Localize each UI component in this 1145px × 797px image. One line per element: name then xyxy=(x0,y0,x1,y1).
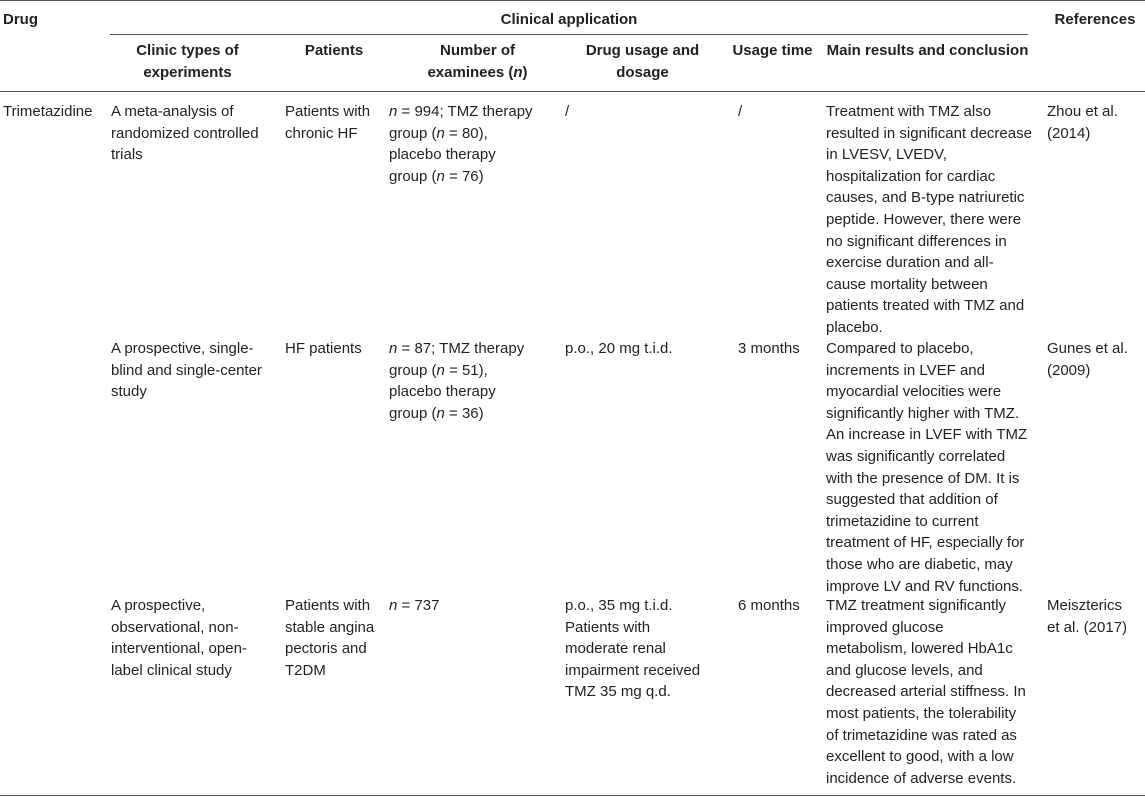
table-top-rule xyxy=(0,0,1145,1)
usage-time-cell: 3 months xyxy=(738,340,800,357)
drug-name-cell: Trimetazidine xyxy=(3,103,93,120)
patients-cell: Patients with chronic HF xyxy=(285,103,371,142)
clinic-type-cell: A prospective, single- blind and single-center study xyxy=(111,340,262,401)
table-bottom-rule xyxy=(0,795,1145,796)
patients-cell: HF patients xyxy=(285,340,362,357)
main-results-cell: Treatment with TMZ also resulted in significant decrease in LVESV, LVEDV, hospitalization for cardiac causes, and B-type natriuretic peptide. However, there were no significant differences in exercise duration and all- cause mortality between patients treated with TMZ and placebo. xyxy=(826,103,1032,336)
header-main-results: Main results and conclusion xyxy=(826,42,1029,59)
examinees-cell: n = 994; TMZ therapy group (n = 80), placebo therapy group (n = 76) xyxy=(389,103,533,185)
reference-cell: Meiszterics et al. (2017) xyxy=(1047,597,1128,636)
reference-cell: Zhou et al. (2014) xyxy=(1047,103,1118,142)
usage-dosage-cell: p.o., 35 mg t.i.d. Patients with moderate renal impairment received TMZ 35 mg q.d. xyxy=(565,597,701,701)
main-results-cell: Compared to placebo, increments in LVEF and myocardial velocities were significantly higher with TMZ. An increase in LVEF with TMZ was significantly correlated with the presence of DM. It is suggested that addition of trimetazidine to current treatment of HF, especially for those who are diabetic, may improve LV and RV functions. xyxy=(826,340,1028,595)
main-results-cell: TMZ treatment significantly improved glucose metabolism, lowered HbA1c and glucose levels, and decreased arterial stiffness. In most patients, the tolerability of trimetazidine was rated as excellent to good, with a low incidence of adverse events. xyxy=(826,597,1026,787)
patients-cell: Patients with stable angina pectoris and T2DM xyxy=(285,597,375,679)
examinees-cell: n = 737 xyxy=(389,597,440,614)
header-references: References xyxy=(1054,11,1136,28)
header-number-of-examinees: Number of examinees (n) xyxy=(427,42,528,81)
header-usage-time: Usage time xyxy=(732,42,813,59)
header-drug-usage: Drug usage and dosage xyxy=(585,42,700,81)
header-clinical-application: Clinical application xyxy=(500,11,638,28)
examinees-cell: n = 87; TMZ therapy group (n = 51), placebo therapy group (n = 36) xyxy=(389,340,525,422)
clinical-application-rule xyxy=(110,34,1028,35)
usage-dosage-cell: / xyxy=(565,103,570,120)
header-bottom-rule xyxy=(0,91,1145,92)
clinic-type-cell: A prospective, observational, non- interventional, open- label clinical study xyxy=(111,597,247,679)
header-drug: Drug xyxy=(3,11,38,28)
usage-dosage-cell: p.o., 20 mg t.i.d. xyxy=(565,340,673,357)
header-clinic-types: Clinic types of experiments xyxy=(136,42,239,81)
reference-cell: Gunes et al. (2009) xyxy=(1047,340,1128,379)
header-patients: Patients xyxy=(304,42,364,59)
header-examinees-n-line: examinees (n) xyxy=(427,64,528,81)
usage-time-cell: / xyxy=(738,103,743,120)
clinic-type-cell: A meta-analysis of randomized controlled trials xyxy=(111,103,259,164)
usage-time-cell: 6 months xyxy=(738,597,800,614)
